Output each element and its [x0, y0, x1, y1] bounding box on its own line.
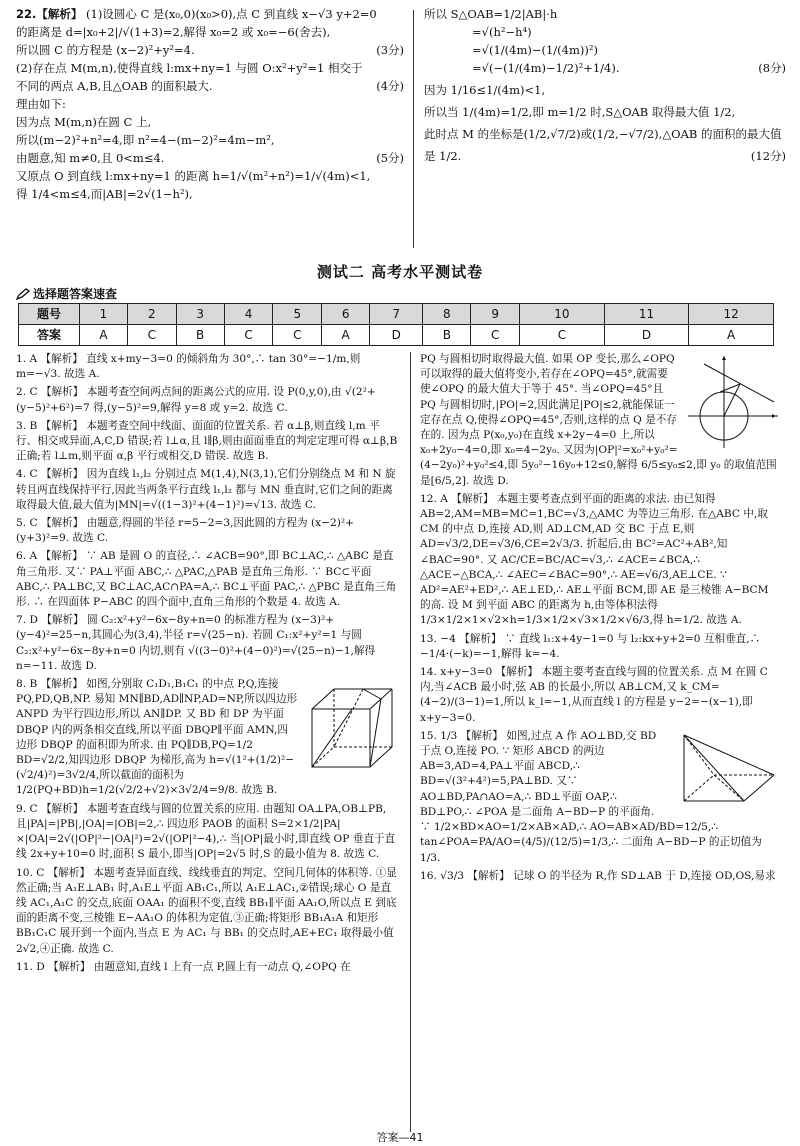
answer-page [14, 6, 786, 1144]
answer-cell: A [689, 325, 774, 346]
answer-cell: C [224, 325, 273, 346]
num-cell: 11 [604, 304, 689, 325]
column-divider-top [413, 10, 414, 248]
answer-cell: C [520, 325, 605, 346]
solution-4: 4. C 【解析】 因为直线 l₁,l₂ 分别过点 M(1,4),N(3,1),它们分别绕点 M 和 N 旋转且两直线保持平行,因此当两条平行直线 l₁,l₂ 都与 MN 垂直时,它们之间的距离取得最大值,最大值为|MN|=√((1−3)²+(4−1)²)=√13. 故选 C. [16, 468, 396, 511]
solution-12: 12. A 【解析】 本题主要考查点到平面的距离的求法. 由已知得 AB=2,AM=MB=MC=1,BC=√3,△AMC 为等边三角形. 在△ABC 中,取 CM 的中点 D,连接 AD,则 AD⊥CM,AD 交 BC 于点 E,则 AD=√3/2,DE=√3/6,CE=2√3/3. 折起后,由 BC²=AC²+AB²,知∠BAC=90°. 又 AC/CE=BC/AC=√3,∴ ∠ACE=∠BCA,∴ △ACE∽△BCA,∴ ∠AEC=∠BAC=90°,∴ AE=√6/3,AE⊥CE. ∵ AD²=AE²+ED²,∴ AE⊥ED,∴ AE⊥平面 BCM,即 AE 是三棱锥 A−BCM 的高. 设 M 到平面 ABC 的距离为 h,由等体积法得 1/3×1/2×1×√2×h=1/3×1/2×√3×1/2×√6/3,得 h=1/2. 故选 A. [420, 492, 769, 627]
page-footer: 答案—41 [376, 1131, 424, 1144]
solution-6: 6. A 【解析】 ∵ AB 是圆 O 的直径,∴ ∠ACB=90°,即 BC⊥AC,∴ △ABC 是直角三角形. 又∵ PA⊥平面 ABC,∴ △PAC,△PAB 是直角三角形. ∵ BC⊂平面 ABC,∴ PA⊥BC,又 BC⊥AC,AC∩PA=A,∴ BC⊥平面 PAC,∴ △PBC 是直角三角形. ∴ 在四面体 P−ABC 的四个面中,直角三角形的个数是 4. 故选 A. [16, 550, 397, 609]
pyramid-figure [670, 731, 780, 816]
column-divider-main [410, 352, 411, 1132]
q22-score-1: (3分) [376, 43, 404, 57]
solutions-right-column [420, 352, 780, 1134]
q22-score-3: (5分) [376, 151, 404, 165]
solution-8: 8. B 【解析】 如图,分别取 C₁D₁,B₁C₁ 的中点 P,Q,连接 PQ,PD,QB,NP. 易知 MN∥BD,AD∥NP,AD=NP,所以四边形 ANPD 为平行四边形,所以 AN∥DP. 又 BD 和 DP 为平面 DBQP 内的两条相交直线,所以平面 DBQP∥平面 AMN,四边形 DBQP 的面积即为所求. 由 PQ∥DB,PQ=1/2 BD=√2/2,知四边形 DBQP 为梯形,高为 h=√(1²+(1/2)²−(√2/4)²)=3√2/4,所以截面的面积为 1/2(PQ+BD)h=1/2(√2/2+√2)×3√2/4=9/8. 故选 B. [16, 678, 298, 797]
circle-figure [684, 354, 780, 455]
pencil-icon [16, 288, 30, 300]
q22r-line-5: 因为 1/16≤1/(4m)<1, [424, 83, 546, 97]
answer-cell: B [176, 325, 224, 346]
answer-cell: C [471, 325, 520, 346]
solution-7: 7. D 【解析】 圆 C₂:x²+y²−6x−8y+n=0 的标准方程为 (x−3)²+(y−4)²=25−n,其圆心为(3,4),半径 r=√(25−n). 若圆 C₁:x²+y²=1 与圆 C₂:x²+y²−6x−8y+n=0 内切,则有 √((3−0)²+(4−0)²)=√(25−n)−1,解得 n=−11. 故选 D. [16, 614, 376, 672]
solution-2: 2. C 【解析】 本题考查空间两点间的距离公式的应用. 设 P(0,y,0),由 √(2²+(y−5)²+6²)=7 得,(y−5)²=9,解得 y=8 或 y=2. 故选 C. [16, 386, 376, 414]
q22r-line-6: 所以当 1/(4m)=1/2,即 m=1/2 时,S△OAB 取得最大值 1/2, [424, 105, 736, 119]
solution-15: 15. 1/3 【解析】 如图,过点 A 作 AO⊥BD,交 BD 于点 O,连接 PO. ∵ 矩形 ABCD 的两边 AB=3,AD=4,PA⊥平面 ABCD,∴ BD=√(3²+4²)=5,PA⊥BD. 又∵ AO⊥BD,PA∩AO=A,∴ BD⊥平面 OAP,∴ BD⊥PO,∴ ∠POA 是二面角 A−BD−P 的平面角. ∵ 1/2×BD×AO=1/2×AB×AD,∴ AO=AB×AD/BD=12/5,∴ tan∠POA=PA/AO=(4/5)/(12/5)=1/3,∴ 二面角 A−BD−P 的正切值为 1/3. [420, 729, 762, 864]
q22-line-9: 由题意,知 m≠0,且 0<m≤4. [16, 151, 165, 165]
test-title: 测试二 高考水平测试卷 [316, 263, 484, 281]
num-cell: 7 [370, 304, 423, 325]
answer-cell: D [370, 325, 423, 346]
q22-line-2: 的距离是 d=|x₀+2|/√(1+3)=2,解得 x₀=2 或 x₀=−6(舍去), [16, 25, 331, 39]
q22r-score-1: (8分) [758, 61, 786, 75]
cube-diagram [304, 679, 400, 775]
q22-line-7: 因为点 M(m,n)在圆 C 上, [16, 115, 152, 129]
circle-diagram [684, 354, 780, 450]
q22-line-4: (2)存在点 M(m,n),使得直线 l:mx+ny=1 与圆 O:x²+y²=1 相交于 [16, 61, 363, 75]
num-cell: 9 [471, 304, 520, 325]
answer-table-number-row [19, 304, 774, 325]
q22r-line-1: 所以 S△OAB=1/2|AB|·h [424, 7, 558, 21]
num-cell: 8 [423, 304, 471, 325]
answer-table-answer-row [19, 325, 774, 346]
q22-header: 22.【解析】 [16, 7, 83, 21]
answer-cell: B [423, 325, 471, 346]
q22r-line-2: =√(h²−h⁴) [472, 25, 532, 39]
q22-line-6: 理由如下: [16, 97, 66, 111]
solution-16-start: 16. √3/3 【解析】 记球 O 的半径为 R,作 SD⊥AB 于 D,连接 OD,OS,易求 [420, 869, 776, 882]
solution-11-cont: PQ 与圆相切时取得最大值. 如果 OP 变长,那么∠OPQ 可以取得的最大值将变小,若存在∠OPQ=45°,就需要使∠OPQ 的最大值大于等于 45°. 当∠OPQ=45°且 PQ 与圆相切时,|PO|=2,因此满足|PO|≤2,就能保证一定存在点 Q,使得∠OPQ=45°,否则,这样的点 Q 是不存在的. 因为点 P(x₀,y₀)在直线 x+2y−4=0 上,所以 x₀+2y₀−4=0,即 x₀=4−2y₀. 又因为|OP|²=x₀²+y₀²=(4−2y₀)²+y₀²≤4,即 5y₀²−16y₀+12≤0,解得 6/5≤y₀≤2,即 y₀ 的取值范围是[6/5,2]. 故选 D. [420, 353, 777, 487]
q22-line-3: 所以圆 C 的方程是 (x−2)²+y²=4. [16, 43, 195, 57]
q22-score-2: (4分) [376, 79, 404, 93]
q22r-line-8: 是 1/2. [424, 149, 462, 163]
solutions-left-column [16, 352, 400, 1134]
q22r-line-4: =√(−(1/(4m)−1/2)²+1/4). [472, 61, 620, 75]
solution-3: 3. B 【解析】 本题考查空间中线面、面面的位置关系. 若 α⊥β,则直线 l,m 平行、相交或异面,A,C,D 错误;若 l⊥α,且 l∥β,则由面面垂直的判定定理可得 α⊥β,B 正确;若 l⊥m,则平面 α,β 平行或相交,D 错误. 故选 B. [16, 419, 398, 463]
q22-line-10: 又原点 O 到直线 l:mx+ny=1 的距离 h=1/√(m²+n²)=1/√(4m)<1, [16, 169, 371, 183]
q22r-line-7: 此时点 M 的坐标是(1/2,√7/2)或(1/2,−√7/2),△OAB 的面积的最大值 [424, 127, 782, 141]
num-cell: 1 [80, 304, 128, 325]
row-label-answer: 答案 [19, 325, 80, 346]
num-cell: 5 [273, 304, 322, 325]
pyramid-diagram [670, 731, 780, 811]
solution-13: 13. −4 【解析】 ∵ 直线 l₁:x+4y−1=0 与 l₂:kx+y+2=0 互相垂直,∴ −1/4·(−k)=−1,解得 k=−4. [420, 632, 761, 660]
cube-figure [304, 679, 400, 780]
q22-right-block [424, 6, 786, 256]
num-cell: 4 [224, 304, 273, 325]
answer-cell: A [80, 325, 128, 346]
num-cell: 6 [322, 304, 370, 325]
num-cell: 3 [176, 304, 224, 325]
num-cell: 10 [520, 304, 605, 325]
q22-line-1: (1)设圆心 C 是(x₀,0)(x₀>0),点 C 到直线 x−√3 y+2=0 [86, 7, 377, 21]
solution-11-start: 11. D 【解析】 由题意知,直线 l 上有一点 P,圆上有一动点 Q,∠OPQ 在 [16, 960, 351, 973]
q22r-line-3: =√(1/(4m)−(1/(4m))²) [472, 43, 598, 57]
answer-cell: C [127, 325, 176, 346]
num-cell: 12 [689, 304, 774, 325]
answer-cell: C [273, 325, 322, 346]
q22-line-11: 得 1/4<m≤4,而|AB|=2√(1−h²), [16, 187, 193, 201]
row-label-number: 题号 [19, 304, 80, 325]
answer-cell: D [604, 325, 689, 346]
q22-line-8: 所以(m−2)²+n²=4,即 n²=4−(m−2)²=4m−m², [16, 133, 275, 147]
q22-left-block [16, 6, 404, 256]
solution-10: 10. C 【解析】 本题考查异面直线、线线垂直的判定、空间几何体的体积等. ①显然正确;当 A₁E⊥AB₁ 时,A₁E⊥平面 AB₁C₁,所以 A₁E⊥AC₁,②错误;球心 O 是直线 AC₁,A₁C 的交点,底面 OAA₁ 的面积不变,直线 BB₁∥平面 AA₁O,所以点 E 到底面的距离不变,三棱锥 E−AA₁O 的体积为定值,③正确;将矩形 BB₁A₁A 和矩形 BB₁C₁C 展开到一个面内,当点 E 为 AC₁ 与 BB₁ 的交点时,AE+EC₁ 取得最小值 2√2,④正确. 故选 C. [16, 866, 397, 955]
answer-table [18, 303, 774, 346]
solution-5: 5. C 【解析】 由题意,得圆的半径 r=5−2=3,因此圆的方程为 (x−2)²+(y+3)²=9. 故选 C. [16, 517, 354, 545]
quick-answer-heading: 选择题答案速查 [33, 287, 118, 301]
solution-1: 1. A 【解析】 直线 x+my−3=0 的倾斜角为 30°,∴ tan 30°=−1/m,则 m=−√3. 故选 A. [16, 353, 361, 381]
quick-answer-heading-wrap [16, 286, 117, 302]
solution-14: 14. x+y−3=0 【解析】 本题主要考查直线与圆的位置关系. 点 M 在圆 C 内,当∠ACB 最小时,弦 AB 的长最小,所以 AB⊥CM,又 k_CM=(4−2)/(3−1)=1,所以 k_l=−1,从而直线 l 的方程是 y−2=−(x−1),即 x+y−3=0. [420, 666, 768, 724]
q22r-score-2: (12分) [750, 149, 786, 163]
q22-line-5: 不同的两点 A,B,且△OAB 的面积最大. [16, 79, 213, 93]
solution-9: 9. C 【解析】 本题考查直线与圆的位置关系的应用. 由题知 OA⊥PA,OB⊥PB,且|PA|=|PB|,|OA|=|OB|=2,∴ 四边形 PAOB 的面积 S=2×1/2|PA|×|OA|=2√(|OP|²−|OA|²)=2√(|OP|²−4),∴ 当|OP|最小时,即直线 OP 垂直于直线 2x+y+10=0 时,面积 S 最小,即当|OP|=2√5 时,S 的最小值为 8. 故选 C. [16, 802, 396, 861]
answer-cell: A [322, 325, 370, 346]
num-cell: 2 [127, 304, 176, 325]
